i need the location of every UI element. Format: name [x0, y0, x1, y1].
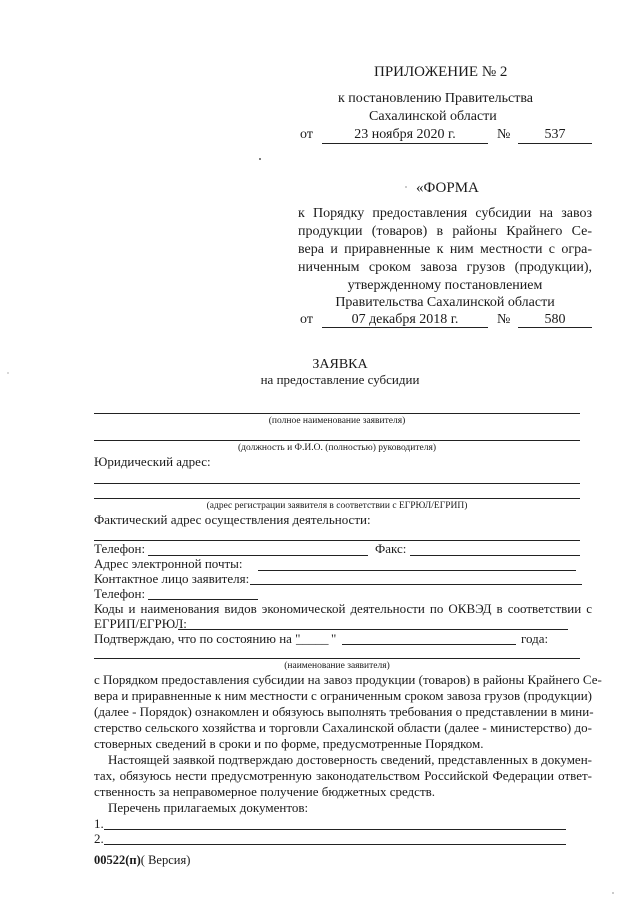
form-line-1: к Порядку предоставления субсидии на завоз — [298, 206, 592, 221]
position-caption: (должность и Ф.И.О. (полностью) руководителя) — [238, 443, 436, 453]
contact-label: Контактное лицо заявителя: — [94, 571, 250, 586]
scan-speck — [612, 892, 614, 894]
actual-address-label: Фактический адрес осуществления деятельности: — [94, 512, 371, 527]
para2-line-3: ственность за неправомерное получение бюджетных средств. — [94, 784, 436, 799]
actual-address-field[interactable] — [94, 540, 580, 541]
form-date: 07 декабря 2018 г. — [351, 312, 459, 327]
footer — [94, 853, 190, 867]
applicant-name-field[interactable] — [94, 658, 580, 659]
confirm-day-blank[interactable]: _____ — [296, 631, 329, 646]
para1-line-3: (далее - Порядок) ознакомлен и обязуюсь выполнять требования о представлении в мини- — [94, 704, 594, 719]
phone2-field[interactable] — [148, 599, 258, 600]
contact-field[interactable] — [250, 584, 582, 585]
okved-line-1: Коды и наименования видов экономической деятельности по ОКВЭД в соответствии с — [94, 601, 592, 616]
confirm-quote: " — [331, 631, 337, 646]
okved-field[interactable] — [178, 629, 568, 630]
form-from-label: от — [300, 312, 313, 327]
full-name-field[interactable] — [94, 413, 580, 414]
doc-1-label: 1. — [94, 816, 104, 831]
phone2-label: Телефон: — [94, 586, 146, 601]
appendix-line-1: к постановлению Правительства — [338, 91, 534, 106]
confirm-prefix: Подтверждаю, что по состоянию на " — [94, 631, 301, 646]
scan-speck — [7, 372, 9, 374]
form-number-underline — [518, 327, 592, 328]
form-line-2: продукции (товаров) в районы Крайнего Се- — [298, 224, 592, 239]
para1-line-4: стерство сельского хозяйства и торговли Сахалинской области (далее - министерство) до- — [94, 720, 592, 735]
para1-line-5: стоверных сведений в сроки и по форме, предусмотренные Порядком. — [94, 736, 484, 751]
fax-label: Факс: — [375, 541, 407, 556]
fax-field[interactable] — [410, 555, 580, 556]
applicant-caption: (наименование заявителя) — [284, 661, 390, 671]
para1-line-2: вера и приравненные к ним местности с ограниченным сроком завоза грузов (продукции) — [94, 688, 592, 703]
para1-line-1: с Порядком предоставления субсидии на завоз продукции (товаров) в районы Крайнего Се- — [94, 672, 602, 687]
email-field[interactable] — [258, 570, 576, 571]
confirm-month-field[interactable] — [342, 644, 516, 645]
doc-2-field[interactable] — [104, 844, 566, 845]
phone-label: Телефон: — [94, 541, 146, 556]
footer-version: ( Версия) — [140, 853, 191, 867]
doc-1-field[interactable] — [104, 829, 566, 830]
scan-speck — [259, 158, 261, 160]
appendix-line-2: Сахалинской области — [369, 109, 497, 124]
position-field[interactable] — [94, 440, 580, 441]
para2-line-1: Настоящей заявкой подтверждаю достоверность сведений, представленных в докумен- — [108, 752, 592, 767]
form-number: 580 — [544, 312, 566, 327]
appendix-date: 23 ноября 2020 г. — [354, 127, 456, 142]
appendix-title: ПРИЛОЖЕНИЕ № 2 — [374, 64, 508, 80]
full-name-caption: (полное наименование заявителя) — [268, 416, 406, 426]
legal-address-field-1[interactable] — [94, 483, 580, 484]
application-title: ЗАЯВКА — [312, 357, 368, 372]
form-line-5: утвержденному постановлением — [347, 278, 543, 293]
footer-code: 00522(п) — [94, 853, 141, 867]
scan-speck — [405, 186, 407, 188]
form-number-label: № — [497, 312, 511, 327]
appendix-number-label: № — [497, 127, 511, 142]
appendix-number-underline — [518, 143, 592, 144]
legal-address-label: Юридический адрес: — [94, 454, 211, 469]
form-line-4: ниченным сроком завоза грузов (продукции), — [298, 260, 592, 275]
appendix-from-label: от — [300, 127, 313, 142]
legal-address-field-2[interactable] — [94, 498, 580, 499]
appendix-number: 537 — [544, 127, 566, 142]
form-title: «ФОРМА — [416, 180, 479, 196]
para2-line-2: тах, обязуюсь нести предусмотренную законодательством Российской Федерации ответ- — [94, 768, 592, 783]
form-line-6: Правительства Сахалинской области — [335, 295, 555, 310]
form-line-3: вера и приравненные к ним местности с огра- — [298, 242, 592, 257]
docs-title: Перечень прилагаемых документов: — [108, 800, 309, 815]
form-date-underline — [322, 327, 488, 328]
confirm-year-label: года: — [521, 631, 549, 646]
registration-caption: (адрес регистрации заявителя в соответствии с ЕГРЮЛ/ЕГРИП) — [206, 501, 468, 511]
email-label: Адрес электронной почты: — [94, 556, 243, 571]
okved-line-2: ЕГРИП/ЕГРЮЛ: — [94, 616, 187, 631]
appendix-date-underline — [322, 143, 488, 144]
application-subtitle: на предоставление субсидии — [260, 372, 420, 387]
doc-2-label: 2. — [94, 831, 104, 846]
